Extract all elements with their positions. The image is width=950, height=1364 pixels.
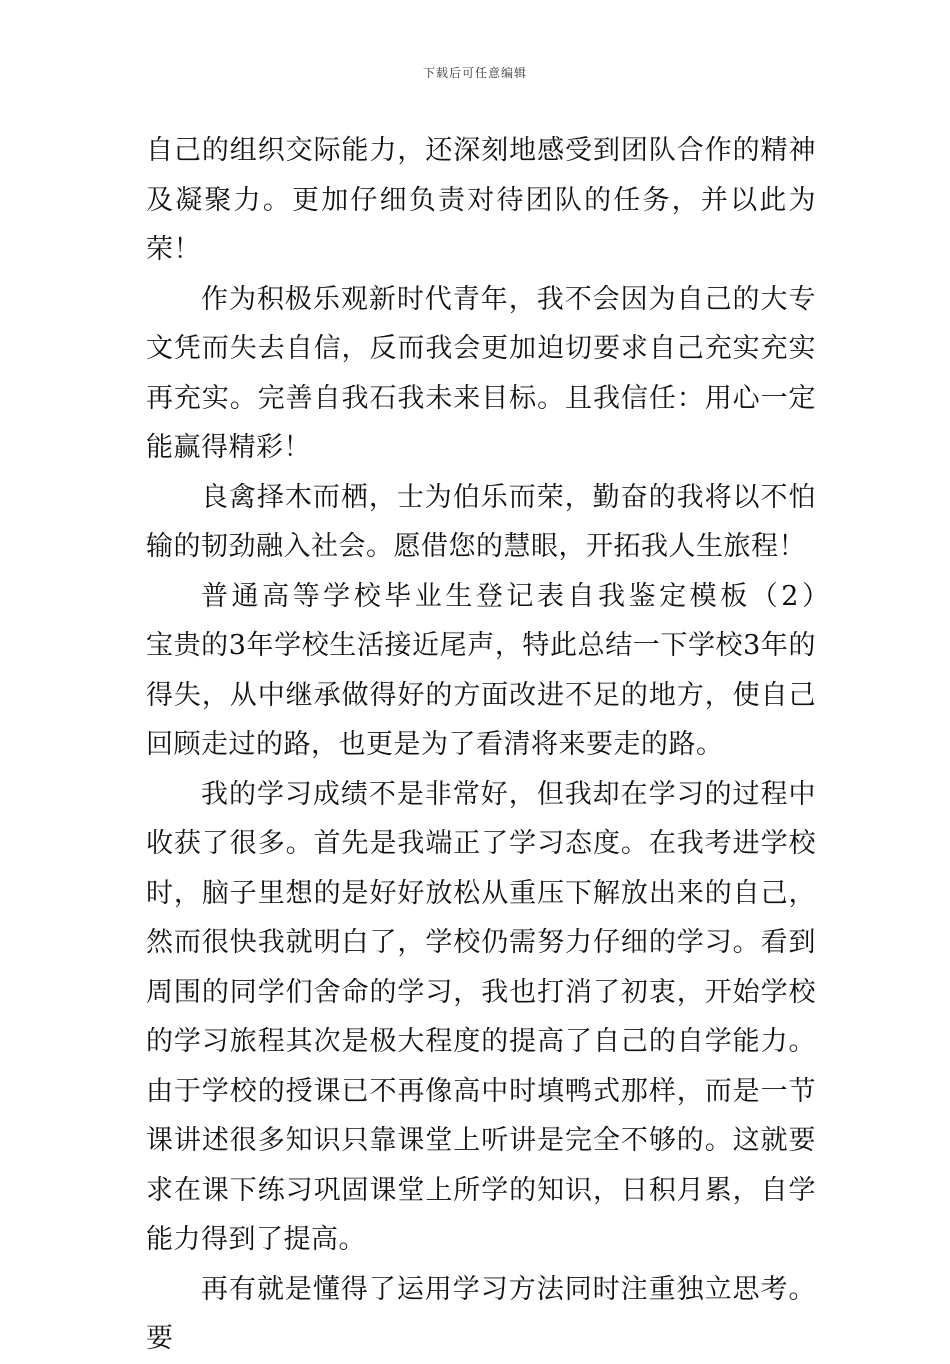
page-header: 下载后可任意编辑	[422, 66, 527, 80]
document-body	[146, 126, 871, 1364]
paragraph: 自己的组织交际能力，还深刻地感受到团队合作的精神及凝聚力。更加仔细负责对待团队的任务，并以此为荣！	[146, 135, 816, 265]
paragraph: 普通高等学校毕业生登记表自我鉴定模板（2） 宝贵的3年学校生活接近尾声，特此总结一下学校3年的得失，从中继承做得好的方面改进不足的地方，使自己回顾走过的路，也更是为了看清将来要走的路。	[146, 580, 871, 760]
paragraph: 再有就是懂得了运用学习方法同时注重独立思考。要	[146, 1273, 816, 1354]
paragraph: 我的学习成绩不是非常好，但我却在学习的过程中收获了很多。首先是我端正了学习态度。在我考进学校时，脑子里想的是好好放松从重压下解放出来的自己，然而很快我就明白了，学校仍需努力仔细的学习。看到周围的同学们舍命的学习，我也打消了初衷，开始学校的学习旅程其次是极大程度的提高了自己的自学能力。由于学校的授课已不再像高中时填鸭式那样，而是一节课讲述很多知识只靠课堂上听讲是完全不够的。这就要求在课下练习巩固课堂上所学的知识，日积月累，自学能力得到了提高。	[146, 778, 816, 1255]
paragraph: 作为积极乐观新时代青年，我不会因为自己的大专文凭而失去自信，反而我会更加迫切要求自己充实充实再充实。完善自我石我未来目标。且我信任：用心一定能赢得精彩！	[146, 283, 816, 463]
paragraph: 良禽择木而栖，士为伯乐而荣，勤奋的我将以不怕输的韧劲融入社会。愿借您的慧眼，开拓我人生旅程！	[146, 481, 816, 562]
